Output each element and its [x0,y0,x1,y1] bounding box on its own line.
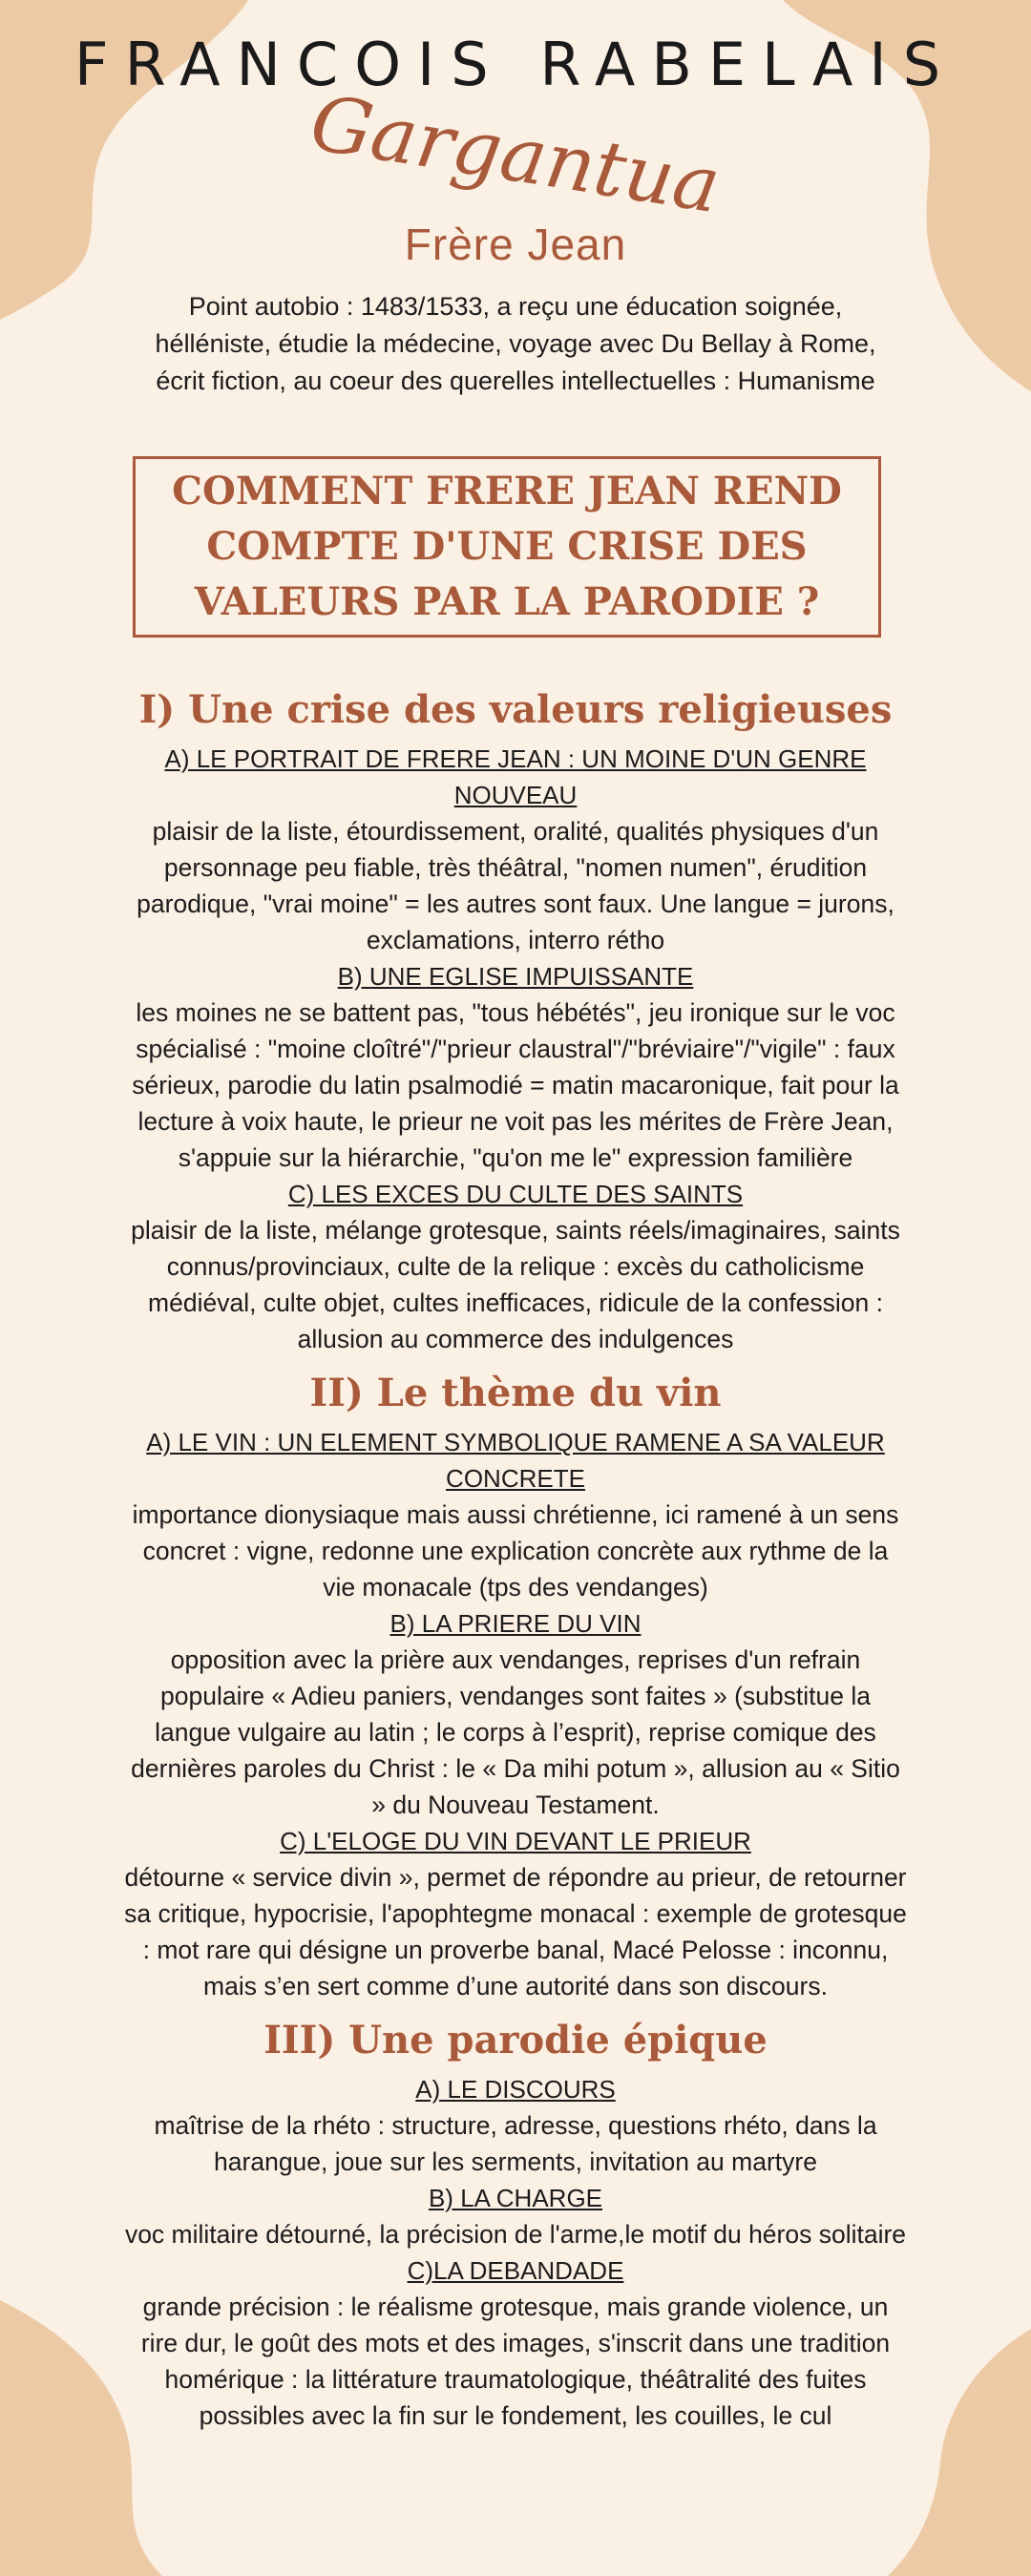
intro-paragraph: Point autobio : 1483/1533, a reçu une éducation soignée, hélléniste, étudie la médecine, voyage avec Du Bellay à Rome, écrit fiction, au coeur des querelles intellectuelles : Humanisme [155,292,876,395]
subsection-title: C) LES EXCES DU CULTE DES SAINTS [287,1180,744,1208]
subsection-text: importance dionysiaque mais aussi chrétienne, ici ramené à un sens concret : vigne, redonne une explication concrète aux rythme de la vie monacale (tps des vendanges) [132,1500,899,1602]
subsection-title: B) LA CHARGE [428,2184,603,2212]
sections [124,683,907,2434]
subsection-title: B) LA PRIERE DU VIN [389,1609,642,1638]
author-name: FRANCOIS RABELAIS [74,30,957,99]
subsection-text: maîtrise de la rhéto : structure, adresse, questions rhéto, dans la harangue, joue sur les serments, invitation au martyre [154,2111,877,2176]
subsection-text: plaisir de la liste, mélange grotesque, saints réels/imaginaires, saints connus/provinciaux, culte de la relique : excès du catholicisme médiéval, culte objet, cultes inefficaces, ridicule de la confession : allusion au commerce des indulgences [131,1216,900,1353]
subsection-text: grande précision : le réalisme grotesque, mais grande violence, un rire dur, le goût des mots et des images, s'inscrit dans une tradition homérique : la littérature traumatologique, théâtralité des fuites possibles avec la fin sur le fondement, les couilles, le cul [140,2293,891,2430]
subsection-title: A) LE PORTRAIT DE FRERE JEAN : UN MOINE D'UN GENRE NOUVEAU [164,744,867,809]
section-1 [124,683,907,1357]
section-title: I) Une crise des valeurs religieuses [138,687,893,732]
subsection-text: les moines ne se battent pas, "tous hébétés", jeu ironique sur le voc spécialisé : "moine cloîtré"/"prieur claustral"/"bréviaire"/"vigile" : faux sérieux, parodie du latin psalmodié = matin macaronique, fait pour la lecture à voix haute, le prieur ne voit pas les mérites de Frère Jean, s'appuie sur la hiérarchie, "qu'on me le" expression familière [132,998,899,1172]
subsection-text: voc militaire détourné, la précision de l'arme,le motif du héros solitaire [124,2220,907,2249]
section-title: II) Le thème du vin [309,1371,722,1415]
subsection-title: A) LE DISCOURS [415,2075,616,2104]
subsection-title: A) LE VIN : UN ELEMENT SYMBOLIQUE RAMENE A SA VALEUR CONCRETE [146,1428,885,1493]
subsection-text: détourne « service divin », permet de répondre au prieur, de retourner sa critique, hypocrisie, l'apophtegme monacal : exemple de grotesque : mot rare qui désigne un proverbe banal, Macé Pelosse : inconnu, mais s’en sert comme d’une autorité dans son discours. [124,1863,907,2000]
bottom-right-blob [888,2329,1031,2576]
subsection-title: C) L'ELOGE DU VIN DEVANT LE PRIEUR [280,1827,751,1855]
section-2 [124,1367,907,2004]
subsection-text: opposition avec la prière aux vendanges, reprises d'un refrain populaire « Adieu paniers, vendanges sont faites » (substitue la langue vulgaire au latin ; le corps à l’esprit), reprise comique des dernières paroles du Christ : le « Da mihi potum », allusion au « Sitio » du Nouveau Testament. [131,1645,900,1819]
subsection-text: plaisir de la liste, étourdissement, oralité, qualités physiques d'un personnage peu fiable, très théâtral, "nomen numen", érudition parodique, "vrai moine" = les autres sont faux. Une langue = jurons, exclamations, interro rétho [137,817,894,954]
work-title [0,77,1031,231]
problematic-box [133,456,881,638]
character-name: Frère Jean [404,220,627,269]
work-title-text: Gargantua [305,77,726,231]
subsection-title: C)LA DEBANDADE [407,2256,624,2285]
problematic-question: COMMENT FRERE JEAN REND COMPTE D'UNE CRISE DES VALEURS PAR LA PARODIE ? [172,469,842,624]
section-title: III) Une parodie épique [263,2018,768,2063]
subsection-title: B) UNE EGLISE IMPUISSANTE [337,962,694,991]
section-3 [124,2014,907,2434]
